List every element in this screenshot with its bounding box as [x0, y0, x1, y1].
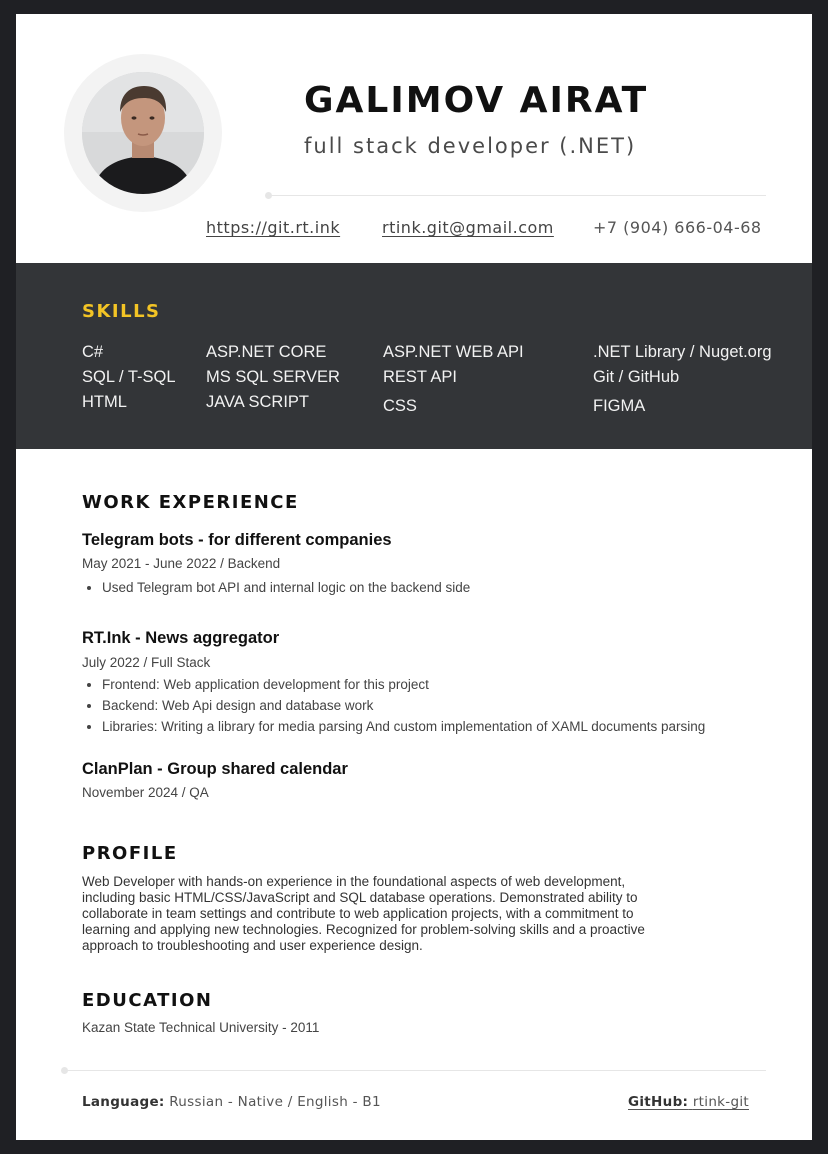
- list-item: • Frontend: Web application development for this project: [102, 674, 705, 695]
- email-link[interactable]: rtink.git@gmail.com: [382, 218, 554, 237]
- skill-item: C#: [82, 343, 104, 361]
- skill-item: CSS: [383, 397, 417, 415]
- job-entry-bullets: [82, 577, 470, 598]
- skill-item: REST API: [383, 368, 457, 386]
- job-entry-title: RT.Ink - News aggregator: [82, 629, 280, 647]
- job-entry-meta: July 2022 / Full Stack: [82, 655, 211, 670]
- job-title-headline: full stack developer (.NET): [304, 134, 637, 158]
- education-title: EDUCATION: [82, 990, 213, 1011]
- header-divider: [268, 195, 766, 196]
- skill-item: HTML: [82, 393, 127, 411]
- skill-item: Git / GitHub: [593, 368, 680, 386]
- skill-item: ASP.NET CORE: [206, 343, 327, 361]
- language-value: Russian - Native / English - B1: [169, 1094, 381, 1110]
- skill-item: ASP.NET WEB API: [383, 343, 524, 361]
- skill-item: JAVA SCRIPT: [206, 393, 309, 411]
- skill-item: FIGMA: [593, 397, 646, 415]
- skill-item: MS SQL SERVER: [206, 368, 340, 386]
- list-item: • Used Telegram bot API and internal logic on the backend side: [102, 577, 470, 598]
- profile-title: PROFILE: [82, 843, 178, 864]
- github-label: GitHub:: [628, 1094, 689, 1110]
- work-experience-title: WORK EXPERIENCE: [82, 492, 299, 513]
- github-link[interactable]: [628, 1094, 749, 1110]
- phone-number: +7 (904) 666-04-68: [593, 218, 762, 237]
- skills-section: [16, 263, 812, 449]
- avatar: [82, 72, 204, 194]
- git-link[interactable]: https://git.rt.ink: [206, 218, 341, 237]
- job-entry-title: Telegram bots - for different companies: [82, 531, 392, 549]
- resume-page: [16, 14, 812, 1140]
- skills-title: SKILLS: [82, 301, 161, 322]
- candidate-name: GALIMOV AIRAT: [304, 80, 649, 121]
- github-value: rtink-git: [692, 1094, 749, 1110]
- job-entry-title: ClanPlan - Group shared calendar: [82, 760, 348, 778]
- language-label: Language:: [82, 1094, 165, 1110]
- footer-divider: [64, 1070, 766, 1071]
- profile-text: Web Developer with hands-on experience in the foundational aspects of web development, including basic HTML/CSS/JavaScript and SQL database operations. Demonstrated ability to collaborate in team settings and contribute to web application projects, with a commitment to learning and applying new technologies. Recognized for problem-solving skills and a proactive approach to troubleshooting and user experience design.: [82, 874, 645, 953]
- list-item: • Backend: Web Api design and database work: [102, 695, 705, 716]
- job-entry-bullets: [82, 674, 705, 737]
- language-info: [82, 1094, 381, 1110]
- skill-item: .NET Library / Nuget.org: [593, 343, 772, 361]
- skill-item: SQL / T-SQL: [82, 368, 176, 386]
- education-text: Kazan State Technical University - 2011: [82, 1020, 320, 1035]
- job-entry-meta: November 2024 / QA: [82, 785, 209, 800]
- avatar-photo: [82, 72, 204, 194]
- list-item: • Libraries: Writing a library for media parsing And custom implementation of XAML documents parsing: [102, 716, 705, 737]
- job-entry-meta: May 2021 - June 2022 / Backend: [82, 556, 281, 571]
